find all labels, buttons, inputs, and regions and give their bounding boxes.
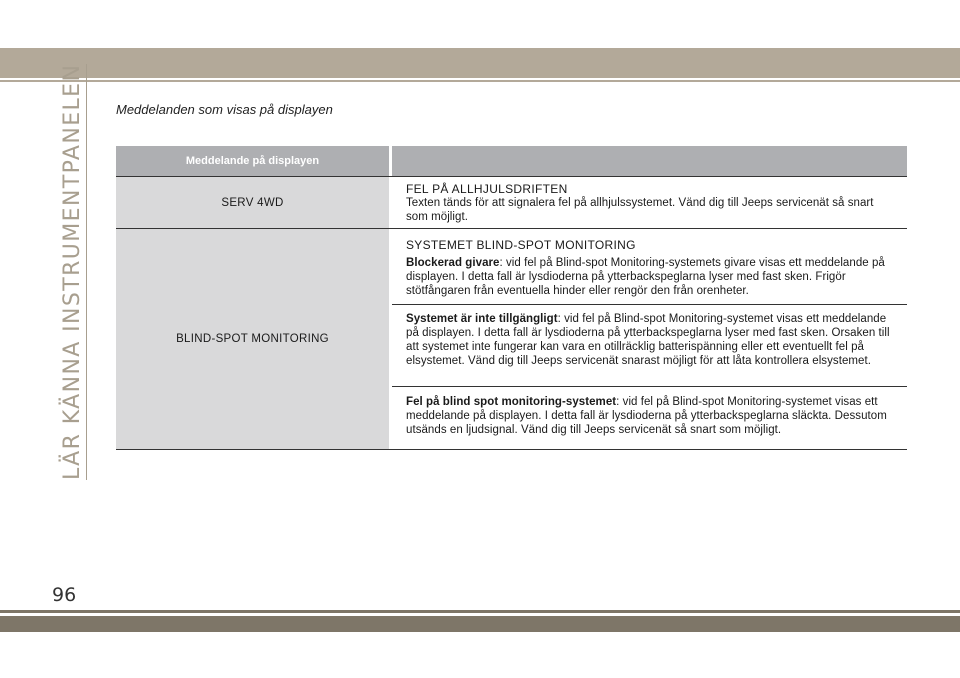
bottom-rule (0, 610, 960, 613)
message-description (392, 177, 907, 228)
messages-table (116, 146, 907, 450)
section-title: Meddelanden som visas på displayen (116, 102, 333, 117)
table-header-label: Meddelande på displayen (116, 146, 389, 176)
chapter-side-title: LÄR KÄNNA INSTRUMENTPANELEN (60, 63, 85, 480)
top-decorative-band (0, 48, 960, 78)
item-lead: Systemet är inte tillgängligt (406, 313, 558, 325)
table-row (116, 177, 907, 229)
top-rule (0, 80, 960, 82)
item-text: : vid fel på Blind-spot Monitoring-systemet visas ett meddelande på displayen. I detta fall är lysdioderna på ytterbackspeglarna släckta. Dessutom utsänds en ljudsignal. Vänd dig till Jeeps servicenät så snart som möjligt. (406, 396, 887, 436)
description-item (392, 305, 907, 387)
table-header (116, 146, 907, 177)
page-number: 96 (52, 584, 77, 606)
description-item (392, 387, 907, 449)
message-label: BLIND-SPOT MONITORING (116, 229, 389, 449)
item-text: : vid fel på Blind-spot Monitoring-systemets givare visas ett meddelande på displayen. I detta fall är lysdioderna på ytterbackspeglarna lyser med fast sken. Frigör stötfångaren från eventuella hinder eller rengör den från orenheter. (406, 257, 885, 297)
item-text: : vid fel på Blind-spot Monitoring-systemet visas ett meddelande på displayen. I detta fall är lysdioderna på ytterbackspeglarna lyser med fast sken. Orsaken till att systemet inte fungerar kan vara en otillräcklig batterispänning eller ett eventuellt fel på elsystemet. Vänd dig till Jeeps servicenät snarast möjligt för att låta kontrollera elsystemet. (406, 313, 890, 367)
table-row (116, 229, 907, 450)
message-label: SERV 4WD (116, 177, 389, 228)
table-header-blank (392, 146, 907, 176)
item-lead: Fel på blind spot monitoring-systemet (406, 396, 617, 408)
message-description (392, 229, 907, 449)
item-lead: Blockerad givare (406, 257, 500, 269)
description-item (392, 253, 907, 305)
description-title: SYSTEMET BLIND-SPOT MONITORING (406, 238, 636, 252)
description-title: FEL PÅ ALLHJULSDRIFTEN (406, 182, 568, 196)
bottom-decorative-band (0, 616, 960, 632)
description-text: Texten tänds för att signalera fel på allhjulssystemet. Vänd dig till Jeeps servicenät så snart som möjligt. (406, 197, 874, 223)
